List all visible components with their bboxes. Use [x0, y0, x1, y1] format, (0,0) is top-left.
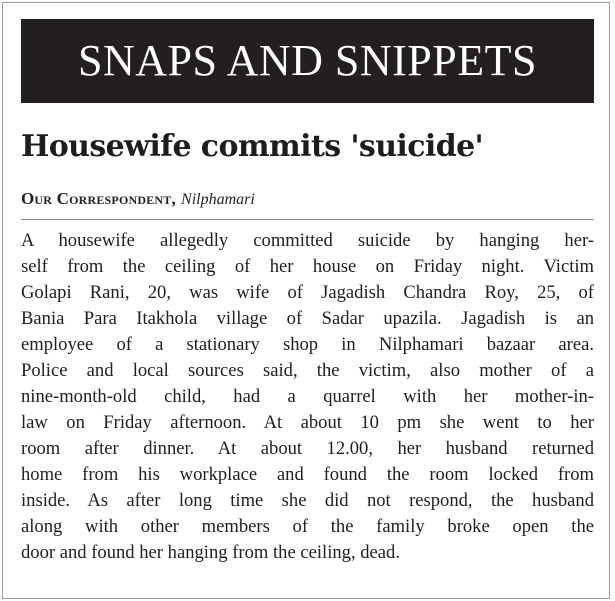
body-line: Golapi Rani, 20, was wife of Jagadish Chandra Roy, 25, of — [21, 282, 594, 303]
body-line: door and found her hanging from the ceiling, dead. — [21, 542, 400, 563]
body-line: law on Friday afternoon. At about 10 pm she went to her — [21, 412, 594, 433]
article-headline: Housewife commits 'suicide' — [21, 129, 484, 164]
body-line: inside. As after long time she did not respond, the husband — [21, 490, 594, 511]
body-line: Bania Para Itakhola village of Sadar upazila. Jagadish is an — [21, 308, 594, 329]
body-line: along with other members of the family broke open the — [21, 516, 594, 537]
article-body — [21, 228, 594, 566]
section-banner — [21, 19, 594, 103]
body-line: employee of a stationary shop in Nilphamari bazaar area. — [21, 334, 594, 355]
body-line: Police and local sources said, the victim, also mother of a — [21, 360, 594, 381]
body-line: home from his workplace and found the room locked from — [21, 464, 594, 485]
byline-author: Our Correspondent, — [21, 189, 176, 208]
body-line: nine-month-old child, had a quarrel with her mother-in- — [21, 386, 594, 407]
body-line: self from the ceiling of her house on Friday night. Victim — [21, 256, 594, 277]
section-title: SNAPS AND SNIPPETS — [78, 36, 537, 85]
body-line: room after dinner. At about 12.00, her husband returned — [21, 438, 594, 459]
byline-location: Nilphamari — [181, 191, 255, 208]
byline — [21, 190, 255, 209]
body-line: A housewife allegedly committed suicide by hanging her- — [21, 230, 594, 251]
divider — [21, 219, 594, 220]
